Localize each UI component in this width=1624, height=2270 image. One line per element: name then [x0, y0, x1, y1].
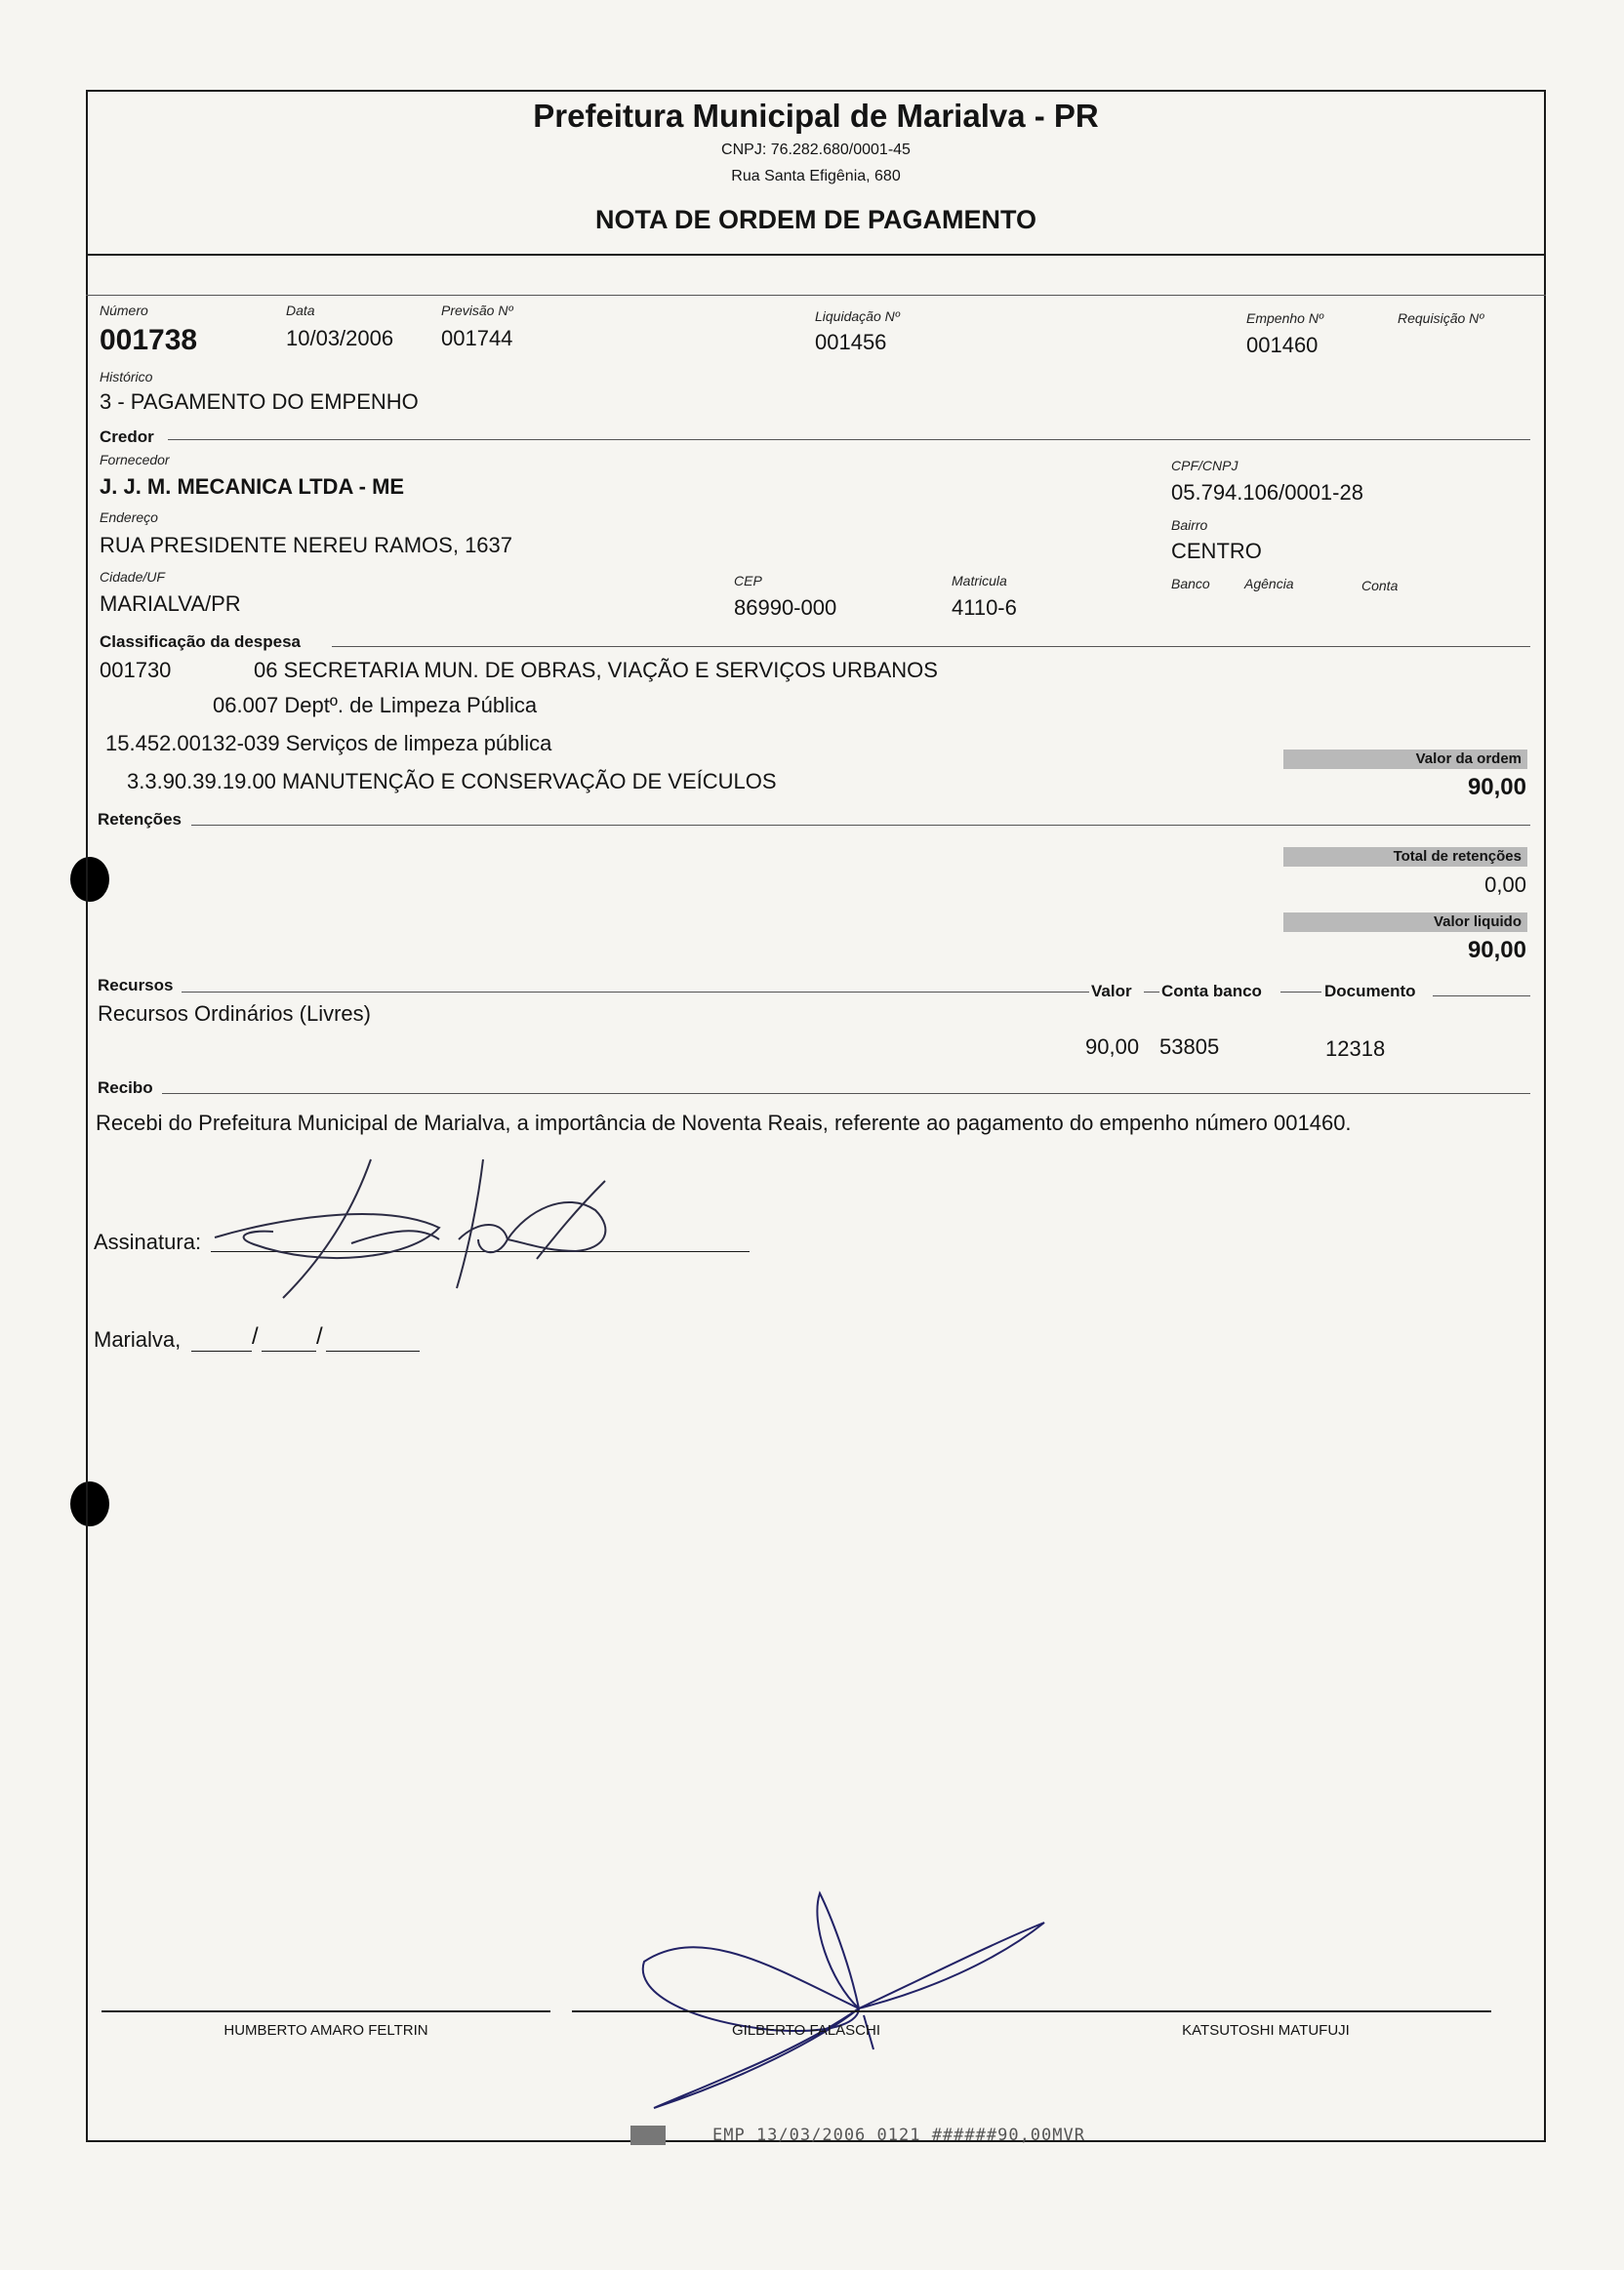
numero-label: Número — [100, 303, 148, 318]
recursos-line — [182, 992, 1089, 993]
recursos-line-4 — [1433, 995, 1530, 996]
requisicao-label: Requisição Nº — [1398, 310, 1484, 326]
bairro-value: CENTRO — [1171, 539, 1262, 563]
cidade-label: Cidade/UF — [100, 569, 165, 585]
recursos-valor-label: Valor — [1091, 982, 1132, 1000]
recursos-section-title: Recursos — [98, 976, 174, 994]
retencoes-line — [191, 825, 1530, 826]
numero-value: 001738 — [100, 324, 198, 356]
recursos-documento: 12318 — [1325, 1036, 1386, 1061]
total-retencoes-label: Total de retenções — [1393, 848, 1522, 865]
signature-line-1 — [102, 2010, 550, 2012]
credor-section-title: Credor — [100, 427, 154, 446]
previsao-value: 001744 — [441, 326, 513, 350]
signature-line-3 — [1040, 2010, 1491, 2012]
empenho-label: Empenho Nº — [1246, 310, 1324, 326]
previsao-label: Previsão Nº — [441, 303, 513, 318]
historico-value: 3 - PAGAMENTO DO EMPENHO — [100, 389, 419, 414]
cnpj-text: CNPJ: 76.282.680/0001-45 — [721, 142, 911, 158]
valor-ordem-label: Valor da ordem — [1415, 750, 1522, 767]
empenho-value: 001460 — [1246, 333, 1319, 357]
recursos-documento-label: Documento — [1324, 982, 1416, 1000]
classificacao-section-title: Classificação da despesa — [100, 632, 302, 651]
assinatura-label: Assinatura: — [94, 1230, 202, 1254]
header-divider-thin — [86, 295, 1546, 296]
valor-liquido-bar — [1283, 912, 1527, 932]
cep-value: 86990-000 — [734, 595, 837, 620]
conta-label: Conta — [1361, 578, 1399, 593]
header-divider — [86, 254, 1546, 256]
valor-liquido-label: Valor liquido — [1433, 913, 1522, 930]
valor-ordem-value: 90,00 — [1467, 774, 1526, 800]
page-title: Prefeitura Municipal de Marialva - PR — [533, 98, 1099, 134]
total-retencoes-bar — [1283, 847, 1527, 867]
matricula-label: Matricula — [952, 573, 1007, 588]
historico-label: Histórico — [100, 369, 153, 385]
endereco-label: Endereço — [100, 509, 158, 525]
cpf-value: 05.794.106/0001-28 — [1171, 480, 1363, 505]
data-value: 10/03/2006 — [286, 326, 394, 350]
year-line — [326, 1351, 420, 1352]
matricula-value: 4110-6 — [952, 595, 1017, 620]
classificacao-code: 001730 — [100, 658, 172, 682]
liquidacao-label: Liquidação Nº — [815, 308, 900, 324]
recursos-valor: 90,00 — [1085, 1034, 1140, 1059]
cep-label: CEP — [734, 573, 762, 588]
recursos-conta: 53805 — [1159, 1034, 1220, 1059]
handwritten-signature — [185, 1142, 634, 1308]
retencoes-section-title: Retenções — [98, 810, 182, 829]
recursos-conta-label: Conta banco — [1161, 982, 1262, 1000]
endereco-value: RUA PRESIDENTE NEREU RAMOS, 1637 — [100, 533, 513, 557]
signature-line-2 — [572, 2010, 1040, 2012]
fornecedor-value: J. J. M. MECANICA LTDA - ME — [100, 474, 405, 499]
address-text: Rua Santa Efigênia, 680 — [731, 168, 901, 184]
valor-ordem-bar — [1283, 750, 1527, 769]
month-line — [262, 1351, 316, 1352]
cidade-value: MARIALVA/PR — [100, 591, 241, 616]
classificacao-line4: 3.3.90.39.19.00 MANUTENÇÃO E CONSERVAÇÃO DE VEÍCULOS — [127, 769, 777, 793]
stamp-logo-block — [630, 2126, 666, 2145]
recursos-descricao: Recursos Ordinários (Livres) — [98, 1001, 371, 1026]
signatory-3: KATSUTOSHI MATUFUJI — [1182, 2022, 1350, 2039]
fornecedor-label: Fornecedor — [100, 452, 170, 467]
banco-label: Banco — [1171, 576, 1210, 591]
local-label: Marialva, — [94, 1327, 182, 1352]
total-retencoes-value: 0,00 — [1484, 872, 1526, 897]
credor-line — [168, 439, 1530, 440]
agencia-label: Agência — [1244, 576, 1294, 591]
signatory-1: HUMBERTO AMARO FELTRIN — [223, 2022, 428, 2039]
stamp-text: EMP 13/03/2006 0121 ######90,00MVR — [712, 2126, 1085, 2145]
classificacao-line — [332, 646, 1530, 647]
cpf-label: CPF/CNPJ — [1171, 458, 1238, 473]
date-slash-2: / — [316, 1323, 323, 1350]
classificacao-line3: 15.452.00132-039 Serviços de limpeza pública — [105, 731, 552, 755]
valor-liquido-value: 90,00 — [1467, 937, 1526, 963]
recibo-text: Recebi do Prefeitura Municipal de Marialva, a importância de Noventa Reais, referente ao pagamento do empenho número 001460. — [96, 1111, 1352, 1135]
classificacao-line1: 06 SECRETARIA MUN. DE OBRAS, VIAÇÃO E SERVIÇOS URBANOS — [254, 658, 938, 682]
recursos-line-2 — [1144, 992, 1159, 993]
document-title: NOTA DE ORDEM DE PAGAMENTO — [594, 205, 1036, 234]
day-line — [191, 1351, 252, 1352]
liquidacao-value: 001456 — [815, 330, 887, 354]
recibo-line — [162, 1093, 1530, 1094]
recursos-line-3 — [1280, 992, 1321, 993]
recibo-section-title: Recibo — [98, 1078, 153, 1097]
gilberto-signature — [625, 1884, 1054, 2128]
classificacao-line2: 06.007 Deptº. de Limpeza Pública — [213, 693, 538, 717]
date-slash-1: / — [252, 1323, 259, 1350]
signatory-2: GILBERTO FALASCHI — [732, 2022, 880, 2039]
bairro-label: Bairro — [1171, 517, 1208, 533]
data-label: Data — [286, 303, 315, 318]
